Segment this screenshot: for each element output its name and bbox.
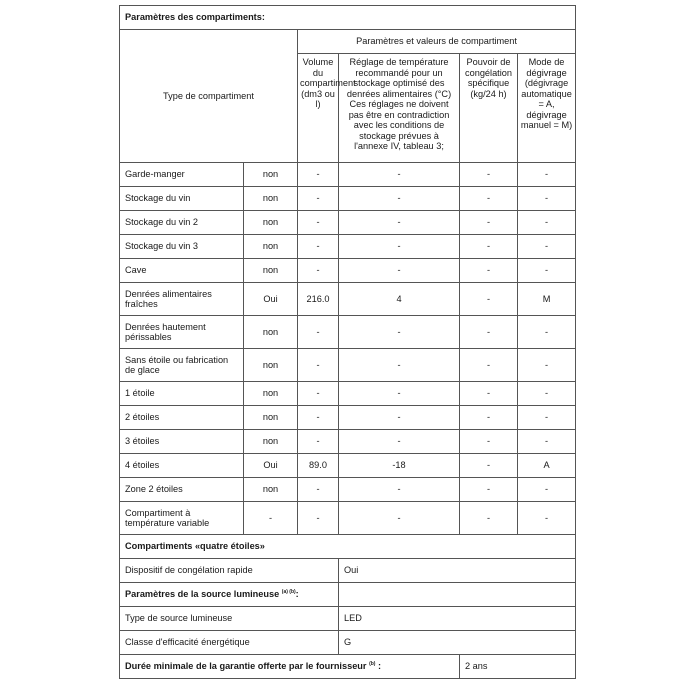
four-star-title: Compartiments «quatre étoiles» [120,535,576,559]
compartment-temperature: 4 [339,283,460,316]
compartment-temperature: - [339,235,460,259]
header-freezing: Pouvoir de congélation spécifique (kg/24 h) [460,54,518,163]
compartment-name: Stockage du vin 2 [120,211,244,235]
compartment-defrost: - [518,235,576,259]
compartment-defrost: M [518,283,576,316]
compartment-freezing: - [460,283,518,316]
compartment-name: Zone 2 étoiles [120,478,244,502]
compartment-freezing: - [460,187,518,211]
compartment-freezing: - [460,163,518,187]
compartment-name: Denrées alimentaires fraîches [120,283,244,316]
compartment-freezing: - [460,211,518,235]
compartment-defrost: - [518,187,576,211]
table-row [120,454,576,478]
compartment-present: Oui [244,454,298,478]
warranty-footnote: (b) [369,661,376,668]
table-title: Paramètres des compartiments: [120,6,576,30]
compartment-name: 3 étoiles [120,430,244,454]
table-row [120,163,576,187]
compartment-volume: - [298,316,339,349]
header-group: Paramètres et valeurs de compartiment [298,30,576,54]
compartment-temperature: - [339,316,460,349]
compartment-name: Cave [120,259,244,283]
table-row [120,502,576,535]
compartment-name: Sans étoile ou fabrication de glace [120,349,244,382]
compartment-defrost: - [518,430,576,454]
compartment-present: non [244,211,298,235]
compartment-present: Oui [244,283,298,316]
compartment-defrost: - [518,259,576,283]
compartment-name: 4 étoiles [120,454,244,478]
compartment-present: non [244,316,298,349]
light-source-footnote: (a) (b) [281,589,296,596]
compartment-defrost: - [518,478,576,502]
compartment-temperature: - [339,187,460,211]
table-row [120,211,576,235]
compartment-temperature: - [339,211,460,235]
compartment-temperature: - [339,478,460,502]
compartment-temperature: - [339,406,460,430]
compartment-freezing: - [460,349,518,382]
table-row [120,349,576,382]
compartment-present: non [244,235,298,259]
header-type: Type de compartiment [120,30,298,163]
compartment-freezing: - [460,454,518,478]
compartment-temperature: - [339,259,460,283]
compartment-freezing: - [460,382,518,406]
compartment-present: non [244,430,298,454]
compartment-volume: - [298,235,339,259]
compartment-freezing: - [460,502,518,535]
compartment-volume: 89.0 [298,454,339,478]
energy-class-value: G [339,631,576,655]
compartment-volume: - [298,259,339,283]
compartment-defrost: - [518,502,576,535]
energy-class-label: Classe d'efficacité énergétique [120,631,339,655]
compartment-volume: - [298,382,339,406]
compartment-present: non [244,382,298,406]
table-row [120,430,576,454]
table-row [120,382,576,406]
light-type-value: LED [339,607,576,631]
compartment-freezing: - [460,406,518,430]
compartment-name: Stockage du vin [120,187,244,211]
light-source-title: Paramètres de la source lumineuse $^{(a) (b)}$: [120,583,339,607]
compartment-defrost: - [518,163,576,187]
compartment-temperature: - [339,382,460,406]
table-row [120,478,576,502]
compartment-temperature: -18 [339,454,460,478]
warranty-label: Durée minimale de la garantie offerte par le fournisseur $^{(b)}$ : [120,655,460,679]
compartment-temperature: - [339,502,460,535]
compartment-volume: - [298,349,339,382]
header-volume: Volume du compartiment (dm3 ou l) [298,54,339,163]
light-type-label: Type de source lumineuse [120,607,339,631]
compartment-name: Compartiment à température variable [120,502,244,535]
rapid-freeze-label: Dispositif de congélation rapide [120,559,339,583]
compartment-present: non [244,187,298,211]
compartment-name: Stockage du vin 3 [120,235,244,259]
table-row [120,187,576,211]
compartment-name: 2 étoiles [120,406,244,430]
compartment-name: 1 étoile [120,382,244,406]
compartment-present: non [244,163,298,187]
table-row [120,316,576,349]
rapid-freeze-value: Oui [339,559,576,583]
table-row [120,259,576,283]
warranty-value: 2 ans [460,655,576,679]
table-row [120,235,576,259]
header-defrost: Mode de dégivrage (dégivrage automatique = A, dégivrage manuel = M) [518,54,576,163]
compartment-present: - [244,502,298,535]
compartment-freezing: - [460,235,518,259]
compartment-name: Denrées hautement périssables [120,316,244,349]
compartment-volume: - [298,502,339,535]
compartment-volume: 216.0 [298,283,339,316]
compartment-defrost: - [518,316,576,349]
compartment-temperature: - [339,163,460,187]
compartment-freezing: - [460,478,518,502]
compartment-defrost: A [518,454,576,478]
compartment-present: non [244,406,298,430]
compartment-defrost: - [518,349,576,382]
compartment-volume: - [298,430,339,454]
compartment-volume: - [298,163,339,187]
table-row [120,406,576,430]
compartment-freezing: - [460,430,518,454]
compartment-present: non [244,478,298,502]
compartment-defrost: - [518,211,576,235]
compartment-volume: - [298,211,339,235]
compartment-temperature: - [339,349,460,382]
compartment-name: Garde-manger [120,163,244,187]
compartment-defrost: - [518,406,576,430]
compartment-freezing: - [460,316,518,349]
header-temperature: Réglage de température recommandé pour un stockage optimisé des denrées alimentaires (°C) Ces réglages ne doivent pas être en contradiction avec les conditions de stockage prévues à l'annexe IV, tableau 3; [339,54,460,163]
compartment-freezing: - [460,259,518,283]
compartment-volume: - [298,406,339,430]
compartment-present: non [244,259,298,283]
compartment-volume: - [298,187,339,211]
compartment-present: non [244,349,298,382]
table-row [120,283,576,316]
compartment-parameters-table [119,5,576,679]
compartment-defrost: - [518,382,576,406]
compartment-volume: - [298,478,339,502]
compartment-temperature: - [339,430,460,454]
